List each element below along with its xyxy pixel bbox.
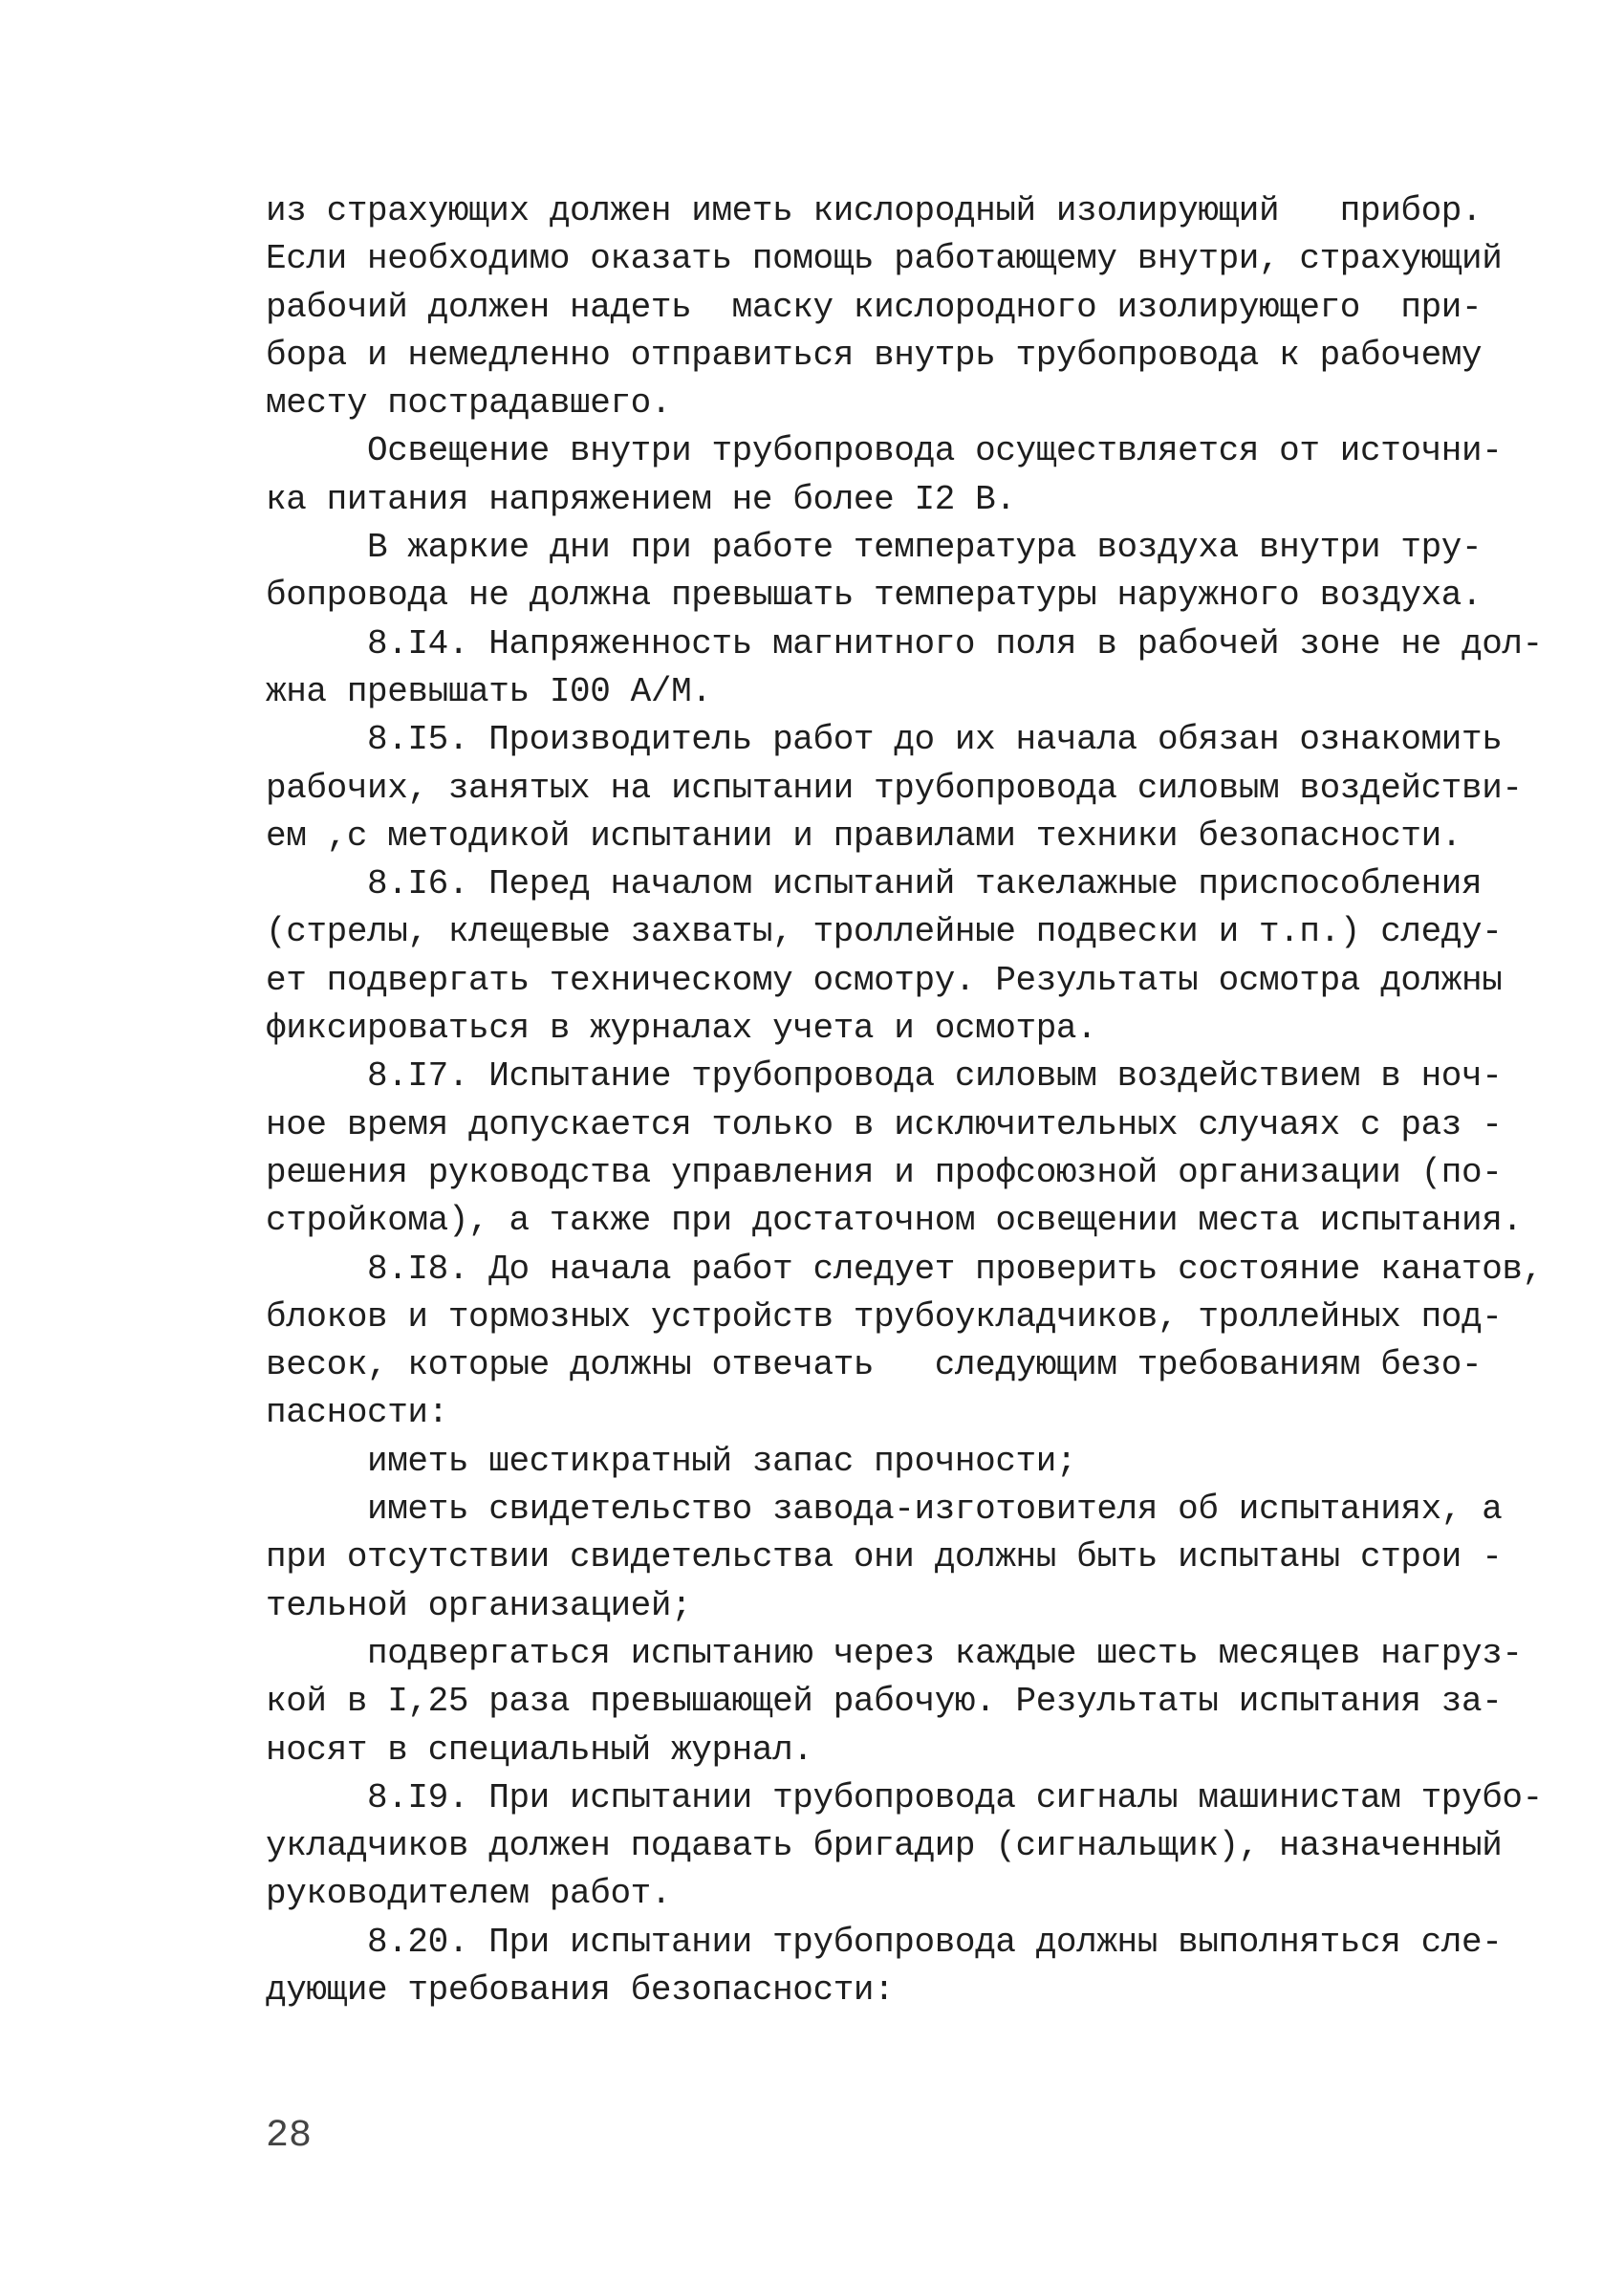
text-line: дующие требования безопасности:: [266, 1969, 895, 2010]
text-line: при отсутствии свидетельства они должны быть испытаны строи -: [266, 1537, 1503, 1577]
text-line: подвергаться испытанию через каждые шесть месяцев нагруз-: [266, 1633, 1523, 1673]
text-line: фиксироваться в журналах учета и осмотра.: [266, 1009, 1097, 1049]
text-line: решения руководства управления и профсоюзной организации (по-: [266, 1152, 1503, 1192]
text-line: бопровода не должна превышать температуры наружного воздуха.: [266, 576, 1483, 616]
text-line: пасности:: [266, 1393, 448, 1433]
text-line: Если необходимо оказать помощь работающему внутри, страхующий: [266, 239, 1503, 279]
text-line: иметь свидетельство завода-изготовителя об испытаниях, а: [266, 1490, 1503, 1530]
text-line: Освещение внутри трубопровода осуществляется от источни-: [266, 431, 1503, 471]
text-line: из страхующих должен иметь кислородный изолирующий прибор.: [266, 191, 1483, 230]
text-line: (стрелы, клещевые захваты, троллейные подвески и т.п.) следу-: [266, 912, 1503, 952]
text-line: тельной организацией;: [266, 1585, 692, 1625]
text-line: В жаркие дни при работе температура воздуха внутри тру-: [266, 528, 1483, 568]
text-line: ка питания напряжением не более I2 В.: [266, 479, 1016, 519]
text-line: руководителем работ.: [266, 1874, 672, 1914]
text-line: 8.I8. До начала работ следует проверить состояние канатов,: [266, 1249, 1543, 1289]
text-line: кой в I,25 раза превышающей рабочую. Результаты испытания за-: [266, 1682, 1503, 1722]
text-line: ет подвергать техническому осмотру. Результаты осмотра должны: [266, 960, 1503, 1000]
text-line: 8.I5. Производитель работ до их начала обязан ознакомить: [266, 720, 1503, 760]
text-line: 8.I9. При испытании трубопровода сигналы машинистам трубо-: [266, 1777, 1543, 1817]
body-text: [266, 187, 1543, 2014]
text-line: укладчиков должен подавать бригадир (сигнальщик), назначенный: [266, 1826, 1503, 1866]
text-line: месту пострадавшего.: [266, 383, 672, 424]
text-line: рабочих, занятых на испытании трубопровода силовым воздействи-: [266, 768, 1523, 808]
text-line: рабочий должен надеть маску кислородного изолирующего при-: [266, 287, 1483, 327]
text-line: стройкома), а также при достаточном освещении места испытания.: [266, 1201, 1523, 1241]
text-line: жна превышать I00 А/М.: [266, 671, 712, 711]
text-line: носят в специальный журнал.: [266, 1729, 813, 1770]
text-line: бора и немедленно отправиться внутрь трубопровода к рабочему: [266, 335, 1483, 375]
text-line: весок, которые должны отвечать следующим требованиям безо-: [266, 1345, 1483, 1385]
text-line: ем ,с методикой испытании и правилами техники безопасности.: [266, 816, 1462, 856]
text-line: 8.I4. Напряженность магнитного поля в рабочей зоне не дол-: [266, 623, 1543, 663]
text-line: 8.20. При испытании трубопровода должны выполняться сле-: [266, 1922, 1503, 1962]
text-line: 8.I7. Испытание трубопровода силовым воздействием в ноч-: [266, 1056, 1503, 1097]
text-line: 8.I6. Перед началом испытаний такелажные приспособления: [266, 864, 1483, 904]
text-line: блоков и тормозных устройств трубоукладчиков, троллейных под-: [266, 1296, 1503, 1337]
text-line: ное время допускается только в исключительных случаях с раз -: [266, 1104, 1503, 1144]
page-number: 28: [266, 2115, 313, 2158]
text-line: иметь шестикратный запас прочности;: [266, 1441, 1077, 1481]
